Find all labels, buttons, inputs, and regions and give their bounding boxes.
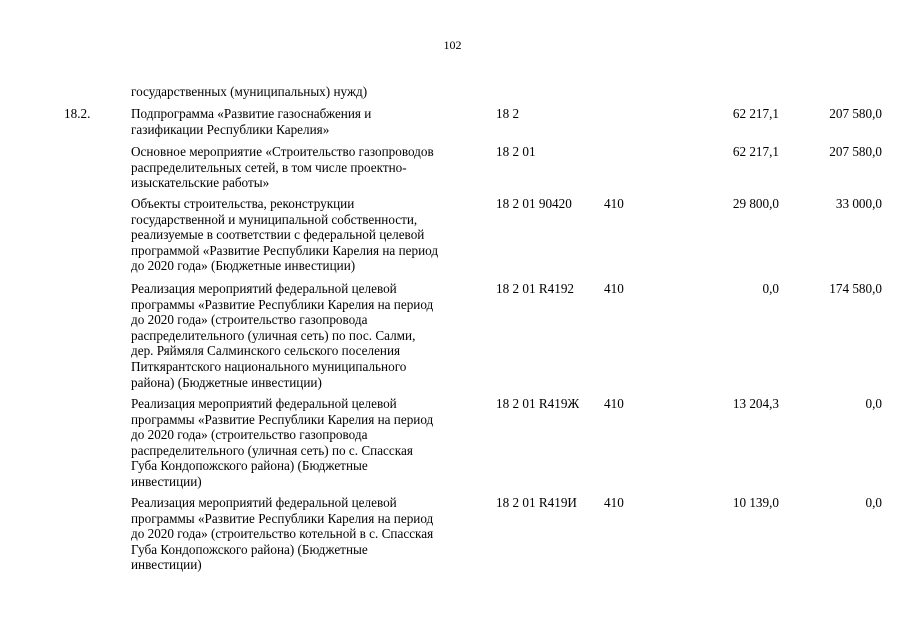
row-name-line: программы «Развитие Республики Карелия на период <box>131 411 434 427</box>
row-code: 18 2 01 90420 <box>496 196 572 211</box>
row-name-line: государственной и муниципальной собственности, <box>131 211 418 227</box>
row-name <box>131 196 491 274</box>
row-name-line: Питкярантского национального муниципального <box>131 358 407 374</box>
row-name-line: Основное мероприятие «Строительство газопроводов <box>131 144 434 159</box>
row-name <box>131 281 491 390</box>
row-amount-2: 0,0 <box>865 495 882 510</box>
row-code: 18 2 01 R4192 <box>496 281 575 296</box>
row-amount-1: 10 139,0 <box>732 495 779 510</box>
row-amount-2: 207 580,0 <box>829 144 882 159</box>
row-name-line: до 2020 года» (Бюджетные инвестиции) <box>131 258 356 274</box>
row-name-line: до 2020 года» (строительство газопровода <box>131 427 368 443</box>
row-number: 18.2. <box>64 106 91 121</box>
row-amount-1: 62 217,1 <box>732 106 779 121</box>
row-name-line: программой «Развитие Республики Карелия на период <box>131 242 439 258</box>
row-name <box>131 495 491 573</box>
row-amount-2: 33 000,0 <box>835 196 882 211</box>
row-amount-1: 62 217,1 <box>732 144 779 159</box>
row-name-line: дер. Ряймяля Салминского сельского поселения <box>131 343 401 359</box>
row-expense-type: 410 <box>604 281 624 296</box>
row-name-line: до 2020 года» (строительство газопровода <box>131 312 368 328</box>
row-expense-type: 410 <box>604 495 624 510</box>
row-name-line: Подпрограмма «Развитие газоснабжения и <box>131 106 372 121</box>
row-name-line: района) (Бюджетные инвестиции) <box>131 374 322 390</box>
row-name-line: газификации Республики Карелия» <box>131 121 330 137</box>
row-name-line: распределительных сетей, в том числе проектно- <box>131 159 407 175</box>
row-name-line: Объекты строительства, реконструкции <box>131 196 355 211</box>
row-code: 18 2 01 R419И <box>496 495 577 510</box>
row-expense-type: 410 <box>604 396 624 411</box>
row-name-line: программы «Развитие Республики Карелия на период <box>131 296 434 312</box>
row-name-line: Реализация мероприятий федеральной целевой <box>131 396 397 411</box>
row-name-line: до 2020 года» (строительство котельной в с. Спасская <box>131 526 434 542</box>
row-name <box>131 106 491 137</box>
row-amount-1: 29 800,0 <box>732 196 779 211</box>
row-amount-1: 0,0 <box>762 281 779 296</box>
row-name <box>131 144 491 191</box>
row-expense-type: 410 <box>604 196 624 211</box>
row-name-line: программы «Развитие Республики Карелия на период <box>131 510 434 526</box>
row-name-line: реализуемые в соответствии с федеральной целевой <box>131 227 425 243</box>
row-code: 18 2 01 R419Ж <box>496 396 580 411</box>
row-name-line: Реализация мероприятий федеральной целевой <box>131 281 397 296</box>
row-name-line: распределительного (уличная сеть) по пос. Салми, <box>131 327 416 343</box>
row-name-line: Реализация мероприятий федеральной целевой <box>131 495 397 510</box>
row-amount-2: 174 580,0 <box>829 281 882 296</box>
row-name-line: распределительного (уличная сеть) по с. Спасская <box>131 442 413 458</box>
row-name-line: государственных (муниципальных) нужд) <box>131 84 368 99</box>
row-name <box>131 84 491 100</box>
row-name-line: инвестиции) <box>131 473 202 489</box>
row-amount-2: 207 580,0 <box>829 106 882 121</box>
row-name <box>131 396 491 490</box>
row-code: 18 2 01 <box>496 144 536 159</box>
row-amount-2: 0,0 <box>865 396 882 411</box>
page-number: 102 <box>443 38 462 52</box>
row-name-line: Губа Кондопожского района) (Бюджетные <box>131 458 368 474</box>
row-name-line: инвестиции) <box>131 557 202 573</box>
row-code: 18 2 <box>496 106 520 121</box>
row-name-line: Губа Кондопожского района) (Бюджетные <box>131 541 368 557</box>
row-amount-1: 13 204,3 <box>732 396 779 411</box>
row-name-line: изыскательские работы» <box>131 175 270 191</box>
